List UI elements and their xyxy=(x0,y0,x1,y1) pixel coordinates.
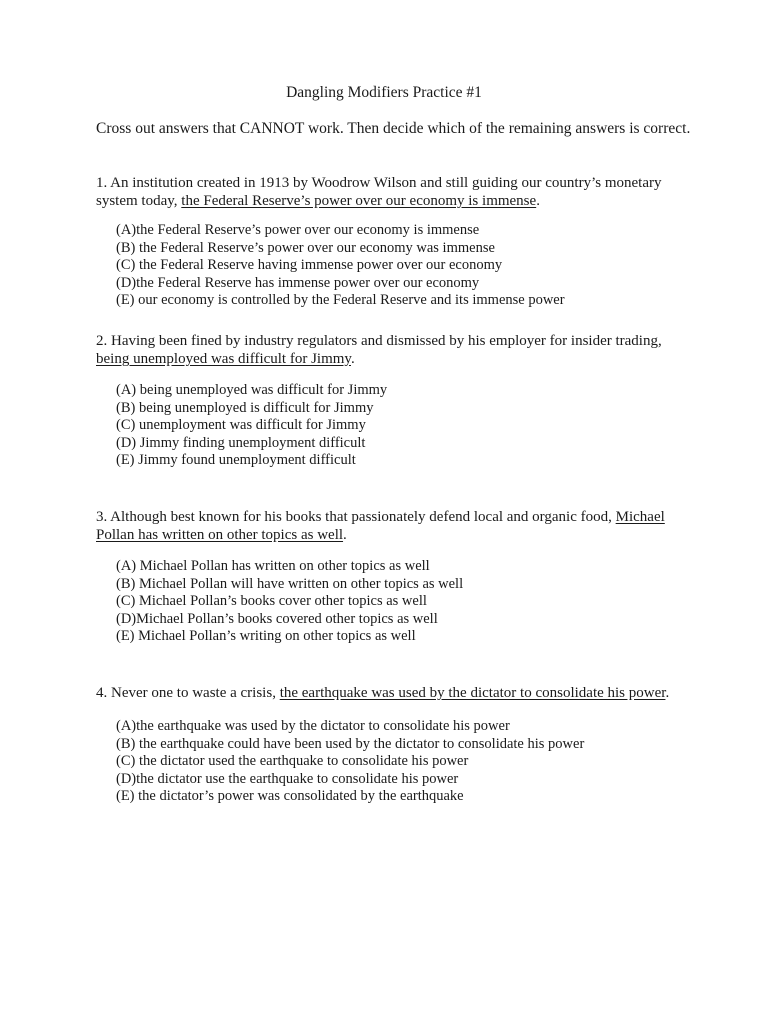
stem-end: . xyxy=(536,193,540,209)
page-title: Dangling Modifiers Practice #1 xyxy=(286,84,482,101)
answer-option-b: (B) the Federal Reserve’s power over our economy was immense xyxy=(116,239,495,256)
answer-option-d: (D) Jimmy finding unemployment difficult xyxy=(116,434,366,451)
answer-options xyxy=(116,222,676,310)
underlined-phrase: being unemployed was difficult for Jimmy xyxy=(96,351,351,367)
question-3 xyxy=(96,508,676,646)
answer-option-c: (C) the dictator used the earthquake to consolidate his power xyxy=(116,753,469,770)
instructions: Cross out answers that CANNOT work. Then decide which of the remaining answers is correct. xyxy=(96,120,691,137)
answer-option-e: (E) our economy is controlled by the Federal Reserve and its immense power xyxy=(116,292,565,309)
stem-text: 1. An institution created in 1913 by Woodrow Wilson and still guiding our country’s monetary system today, xyxy=(96,175,662,209)
answer-option-a: (A) being unemployed was difficult for Jimmy xyxy=(116,382,388,398)
underlined-phrase: Michael Pollan has written on other topics as well xyxy=(96,509,665,543)
answer-option-a: (A) Michael Pollan has written on other topics as well xyxy=(116,558,430,574)
question-1 xyxy=(96,174,676,310)
answer-option-b: (B) Michael Pollan will have written on other topics as well xyxy=(116,575,464,592)
question-stem xyxy=(96,174,676,210)
answer-option-c: (C) Michael Pollan’s books cover other topics as well xyxy=(116,593,427,610)
answer-option-b: (B) being unemployed is difficult for Jimmy xyxy=(116,399,374,416)
question-4 xyxy=(96,684,676,806)
question-stem xyxy=(96,684,676,702)
answer-option-b: (B) the earthquake could have been used by the dictator to consolidate his power xyxy=(116,735,585,752)
answer-option-d: (D)the dictator use the earthquake to consolidate his power xyxy=(116,770,459,787)
answer-option-a: (A)the earthquake was used by the dictator to consolidate his power xyxy=(116,718,510,734)
question-2 xyxy=(96,332,676,470)
underlined-phrase: the Federal Reserve’s power over our economy is immense xyxy=(181,193,537,209)
question-stem xyxy=(96,508,676,544)
answer-option-c: (C) unemployment was difficult for Jimmy xyxy=(116,417,366,434)
answer-option-d: (D)the Federal Reserve has immense power over our economy xyxy=(116,274,480,291)
answer-option-a: (A)the Federal Reserve’s power over our economy is immense xyxy=(116,222,480,238)
stem-text: 2. Having been fined by industry regulators and dismissed by his employer for insider trading, xyxy=(96,333,662,349)
answer-option-c: (C) the Federal Reserve having immense power over our economy xyxy=(116,257,503,274)
answer-options xyxy=(116,558,676,646)
answer-option-e: (E) Michael Pollan’s writing on other topics as well xyxy=(116,628,416,645)
answer-options xyxy=(116,382,676,470)
answer-option-e: (E) the dictator’s power was consolidated by the earthquake xyxy=(116,788,464,805)
stem-end: . xyxy=(350,351,355,367)
answer-option-e: (E) Jimmy found unemployment difficult xyxy=(116,452,356,469)
answer-option-d: (D)Michael Pollan’s books covered other topics as well xyxy=(116,610,438,627)
stem-text: 3. Although best known for his books that passionately defend local and organic food, xyxy=(96,509,616,525)
stem-text: 4. Never one to waste a crisis, xyxy=(96,685,280,701)
underlined-phrase: the earthquake was used by the dictator to consolidate his power xyxy=(279,685,666,701)
answer-options xyxy=(116,718,676,806)
question-stem xyxy=(96,332,676,368)
stem-end: . xyxy=(343,527,347,543)
stem-end: . xyxy=(665,685,670,701)
